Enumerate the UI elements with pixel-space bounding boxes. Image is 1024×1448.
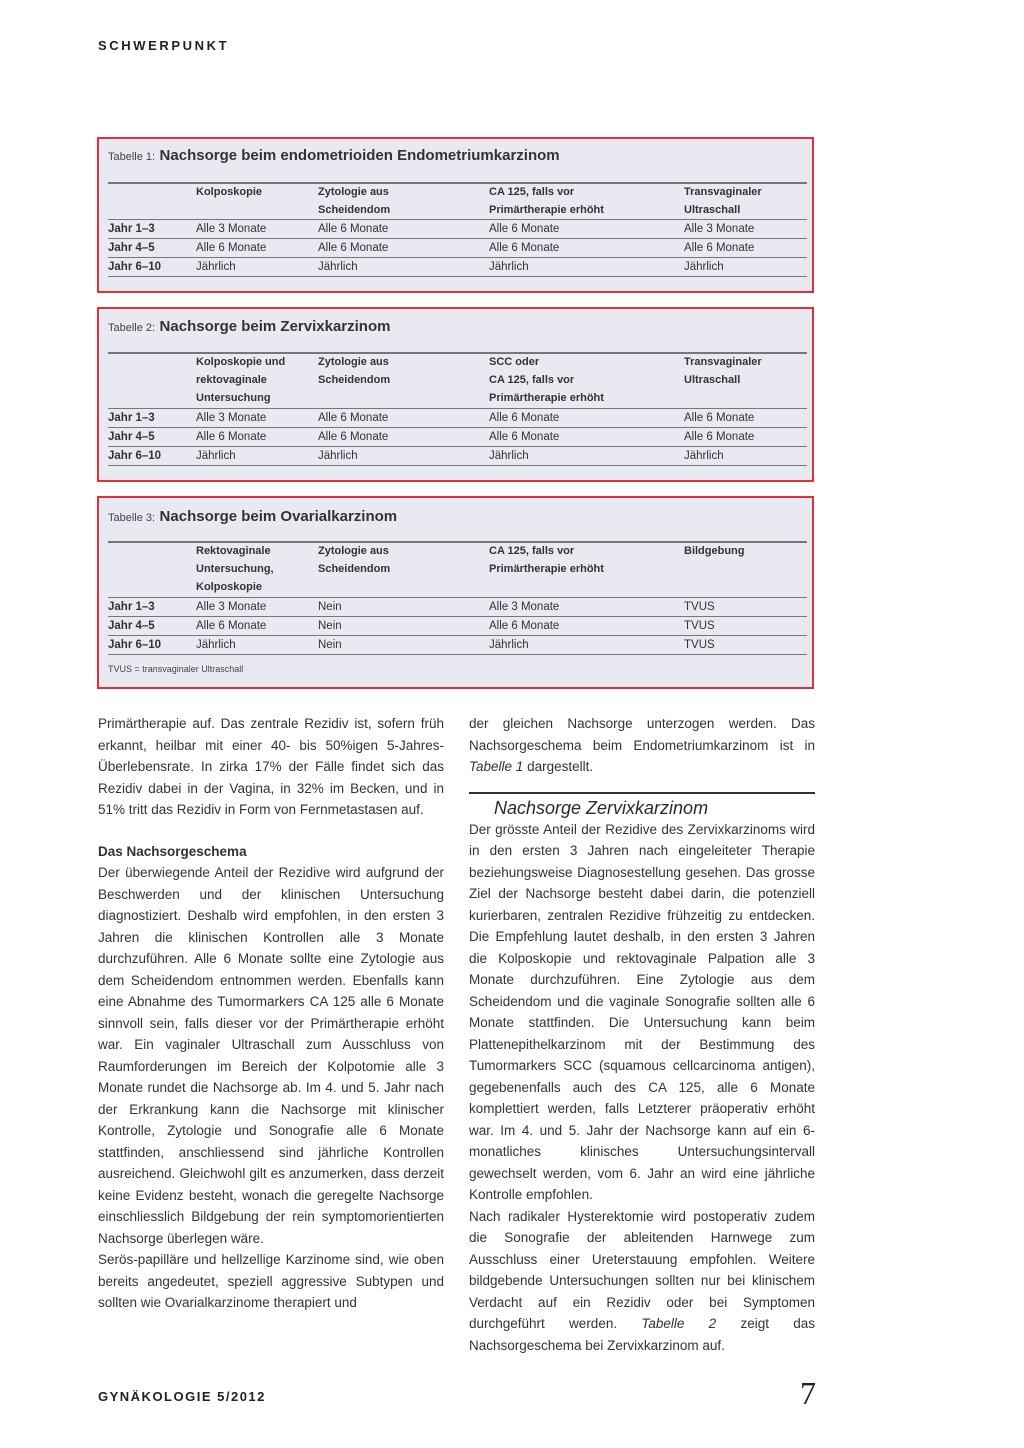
table-cell: Jährlich [318, 261, 358, 273]
body-paragraph: Der überwiegende Anteil der Rezidive wird aufgrund der Beschwerden und der klinischen Untersuchung diagnostiziert. Deshalb wird empfohlen, in den ersten 3 Jahren die klinischen Kontrollen alle 3 Monate durchzuführen. Alle 6 Monate sollte eine Zytologie aus dem Scheidendom entnommen werden. Ebenfalls kann eine Abnahme des Tumormarkers CA 125 alle 6 Monate sinnvoll sein, falls dieser vor der Primärtherapie erhöht war. Ein vaginaler Ultraschall zum Ausschluss von Raumforderungen im Bereich der Kolpotomie alle 3 Monate rundet die Nachsorge ab. Im 4. und 5. Jahr nach der Erkrankung kann die Nachsorge mit klinischer Kontrolle, Zytologie und Sonografie alle 6 Monate stattfinden, anschliessend sind jährliche Kontrollen ausreichend. Gleichwohl gilt es anzumerken, dass derzeit keine Evidenz besteht, wonach die geregelte Nachsorge einschliesslich Bildgebung der rein symptomorientierten Nachsorge überlegen wäre. [98, 865, 444, 1246]
table-3-prefix: Tabelle 3: [108, 512, 156, 524]
table-cell: Jährlich [196, 261, 236, 273]
table-row-label: Jahr 6–10 [108, 261, 162, 273]
table-row-label: Jahr 6–10 [108, 450, 162, 462]
table-cell: Nein [318, 601, 342, 613]
table-1-prefix: Tabelle 1: [108, 151, 156, 163]
table-3-header-4: Bildgebung [684, 545, 745, 557]
table-cell: Jährlich [489, 639, 529, 651]
table-cell: Alle 6 Monate [318, 431, 389, 443]
body-paragraph: Nach radikaler Hysterektomie wird postoperativ zudem die Sonografie der ableitenden Harnwege zum Ausschluss einer Ureterstauung empfohlen. Weitere bildgebende Untersuchungen sollten nur bei klinischem Verdacht auf ein Rezidiv oder bei Symptomen durchgeführt werden. Tabelle 2 zeigt das Nachsorgeschema bei Zervixkarzinom auf. [469, 1208, 815, 1353]
table-cell: Alle 6 Monate [489, 431, 560, 443]
table-1-header-1: Kolposkopie [196, 186, 263, 198]
table-cell: Alle 6 Monate [684, 242, 755, 254]
table-cell: Alle 6 Monate [318, 242, 389, 254]
table-reference: Tabelle 1 [469, 759, 524, 774]
table-row-label: Jahr 4–5 [108, 431, 155, 443]
table-cell: Alle 6 Monate [196, 620, 267, 632]
table-1-header-3: CA 125, falls vor Primärtherapie erhöht [489, 186, 604, 216]
table-1-caption [108, 147, 560, 165]
table-2-prefix: Tabelle 2: [108, 322, 156, 334]
table-reference: Tabelle 2 [641, 1316, 717, 1331]
table-cell: Alle 3 Monate [684, 223, 755, 235]
table-cell: Alle 6 Monate [489, 223, 560, 235]
journal-name: GYNÄKOLOGIE 5/2012 [98, 1389, 266, 1404]
section-heading: Nachsorge Zervixkarzinom [469, 792, 815, 819]
table-3-footnote: TVUS = transvaginaler Ultraschall [108, 664, 244, 674]
table-row-label: Jahr 1–3 [108, 601, 155, 613]
table-row-label: Jahr 4–5 [108, 620, 155, 632]
table-1-title: Nachsorge beim endometrioiden Endometriumkarzinom [159, 147, 560, 164]
table-cell: Jährlich [196, 639, 236, 651]
table-3-title: Nachsorge beim Ovarialkarzinom [159, 508, 398, 525]
table-3-header-1: Rektovaginale Untersuchung, Kolposkopie [196, 545, 274, 593]
body-paragraph: Der grösste Anteil der Rezidive des Zervixkarzinoms wird in den ersten 3 Jahren nach eingeleiteter Therapie beziehungsweise Diagnosestellung gesehen. Das grosse Ziel der Nachsorge besteht dabei darin, die potenziell kurierbaren, zentralen Rezidive frühzeitig zu entdecken. Die Empfehlung lautet deshalb, in den ersten 3 Jahren die Kolposkopie und rektovaginale Palpation alle 3 Monate durchzuführen. Eine Zytologie aus dem Scheidendom und die vaginale Sonografie sollten alle 6 Monate stattfinden. Die Untersuchung kann beim Plattenepithelkarzinom mit der Bestimmung des Tumormarkers SCC (squamous cellcarcinoma antigen), gegebenenfalls auch des CA 125, alle 6 Monate komplettiert werden, falls Letzterer präoperativ erhöht war. Im 4. und 5. Jahr der Nachsorge kann auf ein 6-monatliches klinisches Untersuchungsintervall gewechselt werden, vom 6. Jahr an wird eine jährliche Kontrolle empfohlen. [469, 821, 815, 1202]
table-3-header-3: CA 125, falls vor Primärtherapie erhöht [489, 545, 604, 575]
table-cell: Alle 6 Monate [684, 431, 755, 443]
table-1-box [97, 137, 814, 293]
table-2-title: Nachsorge beim Zervixkarzinom [159, 318, 391, 335]
table-2-header-1: Kolposkopie und rektovaginale Untersuchung [196, 356, 286, 404]
table-cell: TVUS [684, 620, 715, 632]
table-3-header-2: Zytologie aus Scheidendom [318, 545, 391, 575]
table-cell: Nein [318, 620, 342, 632]
table-cell: Alle 6 Monate [318, 223, 389, 235]
table-cell: TVUS [684, 639, 715, 651]
table-2-header-2: Zytologie aus Scheidendom [318, 356, 391, 386]
table-3-box [97, 496, 814, 689]
table-cell: Jährlich [489, 261, 529, 273]
table-cell: Jährlich [684, 450, 724, 462]
table-row-label: Jahr 4–5 [108, 242, 155, 254]
table-cell: TVUS [684, 601, 715, 613]
table-2-header-4: Transvaginaler Ultraschall [684, 356, 762, 386]
table-2-header-3: SCC oder CA 125, falls vor Primärtherapie erhöht [489, 356, 604, 404]
table-cell: Alle 6 Monate [489, 412, 560, 424]
table-cell: Jährlich [684, 261, 724, 273]
table-cell: Alle 3 Monate [196, 223, 267, 235]
table-2-box [97, 307, 814, 482]
table-cell: Jährlich [318, 450, 358, 462]
table-cell: Alle 3 Monate [196, 601, 267, 613]
table-cell: Alle 6 Monate [196, 242, 267, 254]
table-1-header-4: Transvaginaler Ultraschall [684, 186, 762, 216]
table-cell: Alle 3 Monate [196, 412, 267, 424]
table-3-caption [108, 508, 397, 526]
table-row-label: Jahr 1–3 [108, 223, 155, 235]
body-paragraph: der gleichen Nachsorge unterzogen werden. Das Nachsorgeschema beim Endometriumkarzinom ist in Tabelle 1 dargestellt. [469, 716, 815, 774]
left-column [98, 713, 444, 1314]
table-row-label: Jahr 1–3 [108, 412, 155, 424]
table-cell: Jährlich [196, 450, 236, 462]
body-paragraph: Primärtherapie auf. Das zentrale Rezidiv ist, sofern früh erkannt, heilbar mit einer 40- bis 50%igen 5-Jahres-Überlebensrate. In zirka 17% der Fälle findet sich das Rezidiv dabei in der Vagina, in 32% im Becken, und in 51% tritt das Rezidiv in Form von Fernmetastasen auf. [98, 716, 444, 817]
table-cell: Alle 6 Monate [489, 620, 560, 632]
section-header: SCHWERPUNKT [98, 38, 230, 53]
table-cell: Jährlich [489, 450, 529, 462]
body-paragraph: Serös-papilläre und hellzellige Karzinome sind, wie oben bereits angedeutet, speziell aggressive Subtypen und sollten wie Ovarialkarzinome therapiert und [98, 1252, 444, 1310]
subheading: Das Nachsorgeschema [98, 843, 247, 859]
page-number: 7 [800, 1375, 816, 1411]
table-2-caption [108, 318, 390, 336]
table-row-label: Jahr 6–10 [108, 639, 162, 651]
table-cell: Alle 6 Monate [318, 412, 389, 424]
right-column [469, 713, 815, 1356]
table-cell: Alle 3 Monate [489, 601, 560, 613]
table-cell: Alle 6 Monate [684, 412, 755, 424]
table-cell: Nein [318, 639, 342, 651]
table-cell: Alle 6 Monate [196, 431, 267, 443]
table-cell: Alle 6 Monate [489, 242, 560, 254]
table-1-header-2: Zytologie aus Scheidendom [318, 186, 391, 216]
